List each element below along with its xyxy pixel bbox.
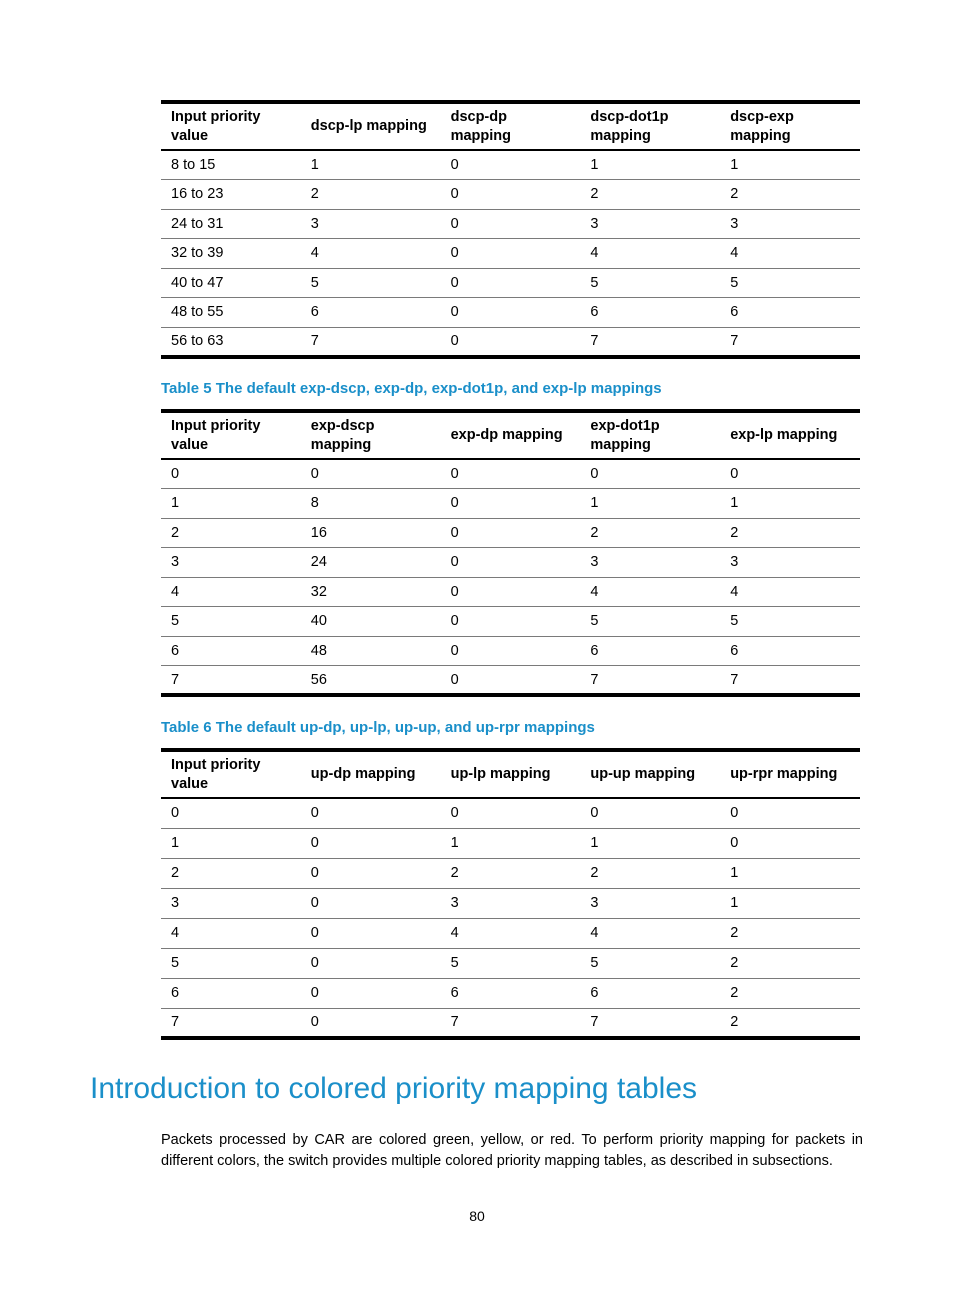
table-cell: 6: [730, 642, 739, 659]
table-header-row: [161, 411, 860, 459]
table-cell: 7: [730, 671, 739, 688]
table-row: [161, 209, 860, 239]
table-row: [161, 180, 860, 210]
column-header: exp-dp mapping: [450, 427, 563, 443]
exp-mapping-table: [161, 409, 860, 697]
table-cell: 0: [590, 805, 599, 822]
table-cell: 0: [450, 805, 459, 822]
table5-caption: Table 5 The default exp-dscp, exp-dp, exp-dot1p, and exp-lp mappings: [161, 380, 662, 397]
table-cell: 3: [590, 554, 599, 571]
table-cell: 3: [590, 895, 599, 911]
table-cell: 5: [590, 955, 599, 971]
page-number: 80: [469, 1208, 485, 1224]
table-cell: 0: [310, 955, 319, 971]
table-cell: 2: [310, 186, 319, 203]
table-cell: 0: [730, 835, 739, 851]
table-row: [161, 268, 860, 298]
table-cell: 24 to 31: [171, 215, 224, 232]
table-cell: 5: [730, 613, 739, 630]
column-header: dscp-dot1p mapping: [590, 108, 669, 144]
table-cell: 3: [171, 895, 180, 911]
table-cell: 6: [310, 304, 319, 321]
table-cell: 6: [730, 304, 739, 321]
table-row: [161, 636, 860, 666]
table-cell: 40 to 47: [171, 274, 224, 291]
table-cell: 1: [450, 835, 459, 851]
table-cell: 0: [310, 805, 319, 822]
table-cell: 0: [450, 642, 459, 659]
table-cell: 0: [730, 466, 739, 482]
table-cell: 16 to 23: [171, 186, 224, 203]
table-cell: 3: [171, 554, 180, 571]
table-cell: 3: [730, 554, 739, 571]
table-cell: 7: [171, 1014, 180, 1031]
section-paragraph: Packets processed by CAR are colored green, yellow, or red. To perform priority mapping for packets in different colors, the switch provides multiple colored priority mapping tables, as described in subsections.: [161, 1132, 863, 1169]
table-row: [161, 327, 860, 357]
table-cell: 7: [310, 333, 319, 349]
up-mapping-table: [161, 748, 860, 1040]
table-cell: 0: [450, 274, 459, 291]
table-cell: 2: [171, 524, 180, 541]
table-cell: 24: [310, 554, 327, 571]
table-header-row: [161, 102, 860, 150]
table-cell: 1: [310, 157, 319, 173]
column-header: up-dp mapping: [310, 766, 416, 782]
table-cell: 0: [310, 985, 319, 1001]
table-row: [161, 518, 860, 548]
table-cell: 8: [310, 495, 319, 512]
table-cell: 2: [171, 865, 180, 881]
table-cell: 4: [730, 583, 739, 600]
section-heading: Introduction to colored priority mapping tables: [90, 1072, 698, 1105]
table-cell: 1: [171, 835, 180, 851]
table-cell: 4: [171, 583, 180, 600]
table-cell: 0: [450, 186, 459, 203]
table-cell: 3: [450, 895, 459, 911]
table-cell: 7: [171, 671, 180, 688]
table-row: [161, 666, 860, 696]
table-cell: 0: [171, 805, 180, 822]
table-cell: 6: [171, 642, 180, 659]
table-row: [161, 459, 860, 489]
table-cell: 2: [730, 985, 739, 1001]
table-row: [161, 239, 860, 269]
table-cell: 4: [590, 245, 599, 262]
table-cell: 0: [450, 333, 459, 349]
table6-caption: Table 6 The default up-dp, up-lp, up-up, and up-rpr mappings: [161, 719, 595, 736]
table-cell: 4: [590, 583, 599, 600]
table-cell: 5: [590, 274, 599, 291]
table-cell: 0: [171, 466, 180, 482]
table-cell: 7: [590, 1014, 599, 1031]
table-row: [161, 577, 860, 607]
column-header: up-rpr mapping: [730, 766, 838, 782]
table-cell: 2: [730, 955, 739, 971]
table-cell: 0: [450, 495, 459, 512]
table-cell: 0: [450, 554, 459, 571]
column-header: Input priority value: [171, 108, 261, 144]
column-header: dscp-lp mapping: [310, 118, 427, 134]
table-cell: 0: [450, 466, 459, 482]
table-cell: 0: [450, 245, 459, 262]
table-cell: 32: [310, 583, 327, 600]
table-cell: 5: [171, 613, 180, 630]
table-cell: 5: [590, 613, 599, 630]
table-cell: 1: [730, 865, 739, 881]
table-cell: 4: [730, 245, 739, 262]
table-cell: 1: [590, 835, 599, 851]
table-row: [161, 888, 860, 918]
table-cell: 0: [310, 925, 319, 941]
table-cell: 0: [450, 613, 459, 630]
table-cell: 5: [450, 955, 459, 971]
column-header: up-lp mapping: [450, 766, 551, 782]
table-cell: 2: [590, 186, 599, 203]
column-header: up-up mapping: [590, 766, 696, 782]
table-cell: 6: [590, 304, 599, 321]
table-row: [161, 858, 860, 888]
table-cell: 32 to 39: [171, 245, 224, 262]
table-cell: 6: [590, 985, 599, 1001]
table-cell: 5: [171, 955, 180, 971]
column-header: exp-dscp mapping: [310, 417, 375, 453]
table-cell: 1: [730, 895, 739, 911]
table-cell: 48 to 55: [171, 304, 224, 321]
column-header: Input priority value: [171, 756, 261, 792]
table-row: [161, 298, 860, 328]
table-row: [161, 828, 860, 858]
table-cell: 1: [590, 157, 599, 173]
table-row: [161, 948, 860, 978]
table-cell: 0: [730, 805, 739, 822]
table-cell: 0: [450, 524, 459, 541]
table-cell: 6: [590, 642, 599, 659]
table-cell: 0: [450, 215, 459, 232]
column-header: dscp-dp mapping: [450, 108, 512, 144]
table-row: [161, 150, 860, 180]
table-cell: 0: [310, 895, 319, 911]
column-header: exp-lp mapping: [730, 427, 838, 443]
table-cell: 4: [310, 245, 319, 262]
table-cell: 7: [590, 671, 599, 688]
table-cell: 0: [310, 1014, 319, 1031]
table-row: [161, 607, 860, 637]
table-cell: 48: [310, 642, 327, 659]
table-cell: 2: [730, 524, 739, 541]
table-header-row: [161, 750, 860, 798]
table-cell: 5: [730, 274, 739, 291]
table-cell: 6: [171, 985, 180, 1001]
table-cell: 3: [730, 215, 739, 232]
table-cell: 1: [590, 495, 599, 512]
dscp-mapping-table: [161, 100, 860, 359]
table-cell: 3: [590, 215, 599, 232]
table-cell: 0: [590, 466, 599, 482]
table-row: [161, 1008, 860, 1038]
table-cell: 0: [310, 865, 319, 881]
column-header: dscp-exp mapping: [730, 108, 794, 144]
table-cell: 4: [590, 925, 599, 941]
table-cell: 1: [730, 495, 739, 512]
table-cell: 4: [171, 925, 180, 941]
table-cell: 2: [730, 925, 739, 941]
table-cell: 3: [310, 215, 319, 232]
table-row: [161, 489, 860, 519]
table-cell: 16: [310, 524, 327, 541]
table-cell: 0: [450, 304, 459, 321]
table-row: [161, 548, 860, 578]
table-cell: 1: [171, 495, 180, 512]
table-cell: 5: [310, 274, 319, 291]
table-cell: 7: [590, 333, 599, 349]
table-cell: 0: [450, 583, 459, 600]
table-cell: 2: [730, 186, 739, 203]
table-cell: 7: [450, 1014, 459, 1031]
table-row: [161, 798, 860, 828]
table-cell: 56 to 63: [171, 333, 224, 349]
column-header: Input priority value: [171, 417, 261, 453]
table-cell: 7: [730, 333, 739, 349]
table-cell: 2: [590, 524, 599, 541]
table-cell: 2: [590, 865, 599, 881]
table-cell: 4: [450, 925, 459, 941]
table-cell: 56: [310, 671, 327, 688]
table-row: [161, 978, 860, 1008]
table-row: [161, 918, 860, 948]
table-cell: 0: [310, 466, 319, 482]
table-cell: 1: [730, 157, 739, 173]
table-cell: 2: [450, 865, 459, 881]
table-cell: 0: [450, 671, 459, 688]
table-cell: 8 to 15: [171, 157, 216, 173]
table-cell: 0: [450, 157, 459, 173]
table-cell: 40: [310, 613, 327, 630]
table-cell: 0: [310, 835, 319, 851]
table-cell: 6: [450, 985, 459, 1001]
table-cell: 2: [730, 1014, 739, 1031]
column-header: exp-dot1p mapping: [590, 417, 660, 453]
